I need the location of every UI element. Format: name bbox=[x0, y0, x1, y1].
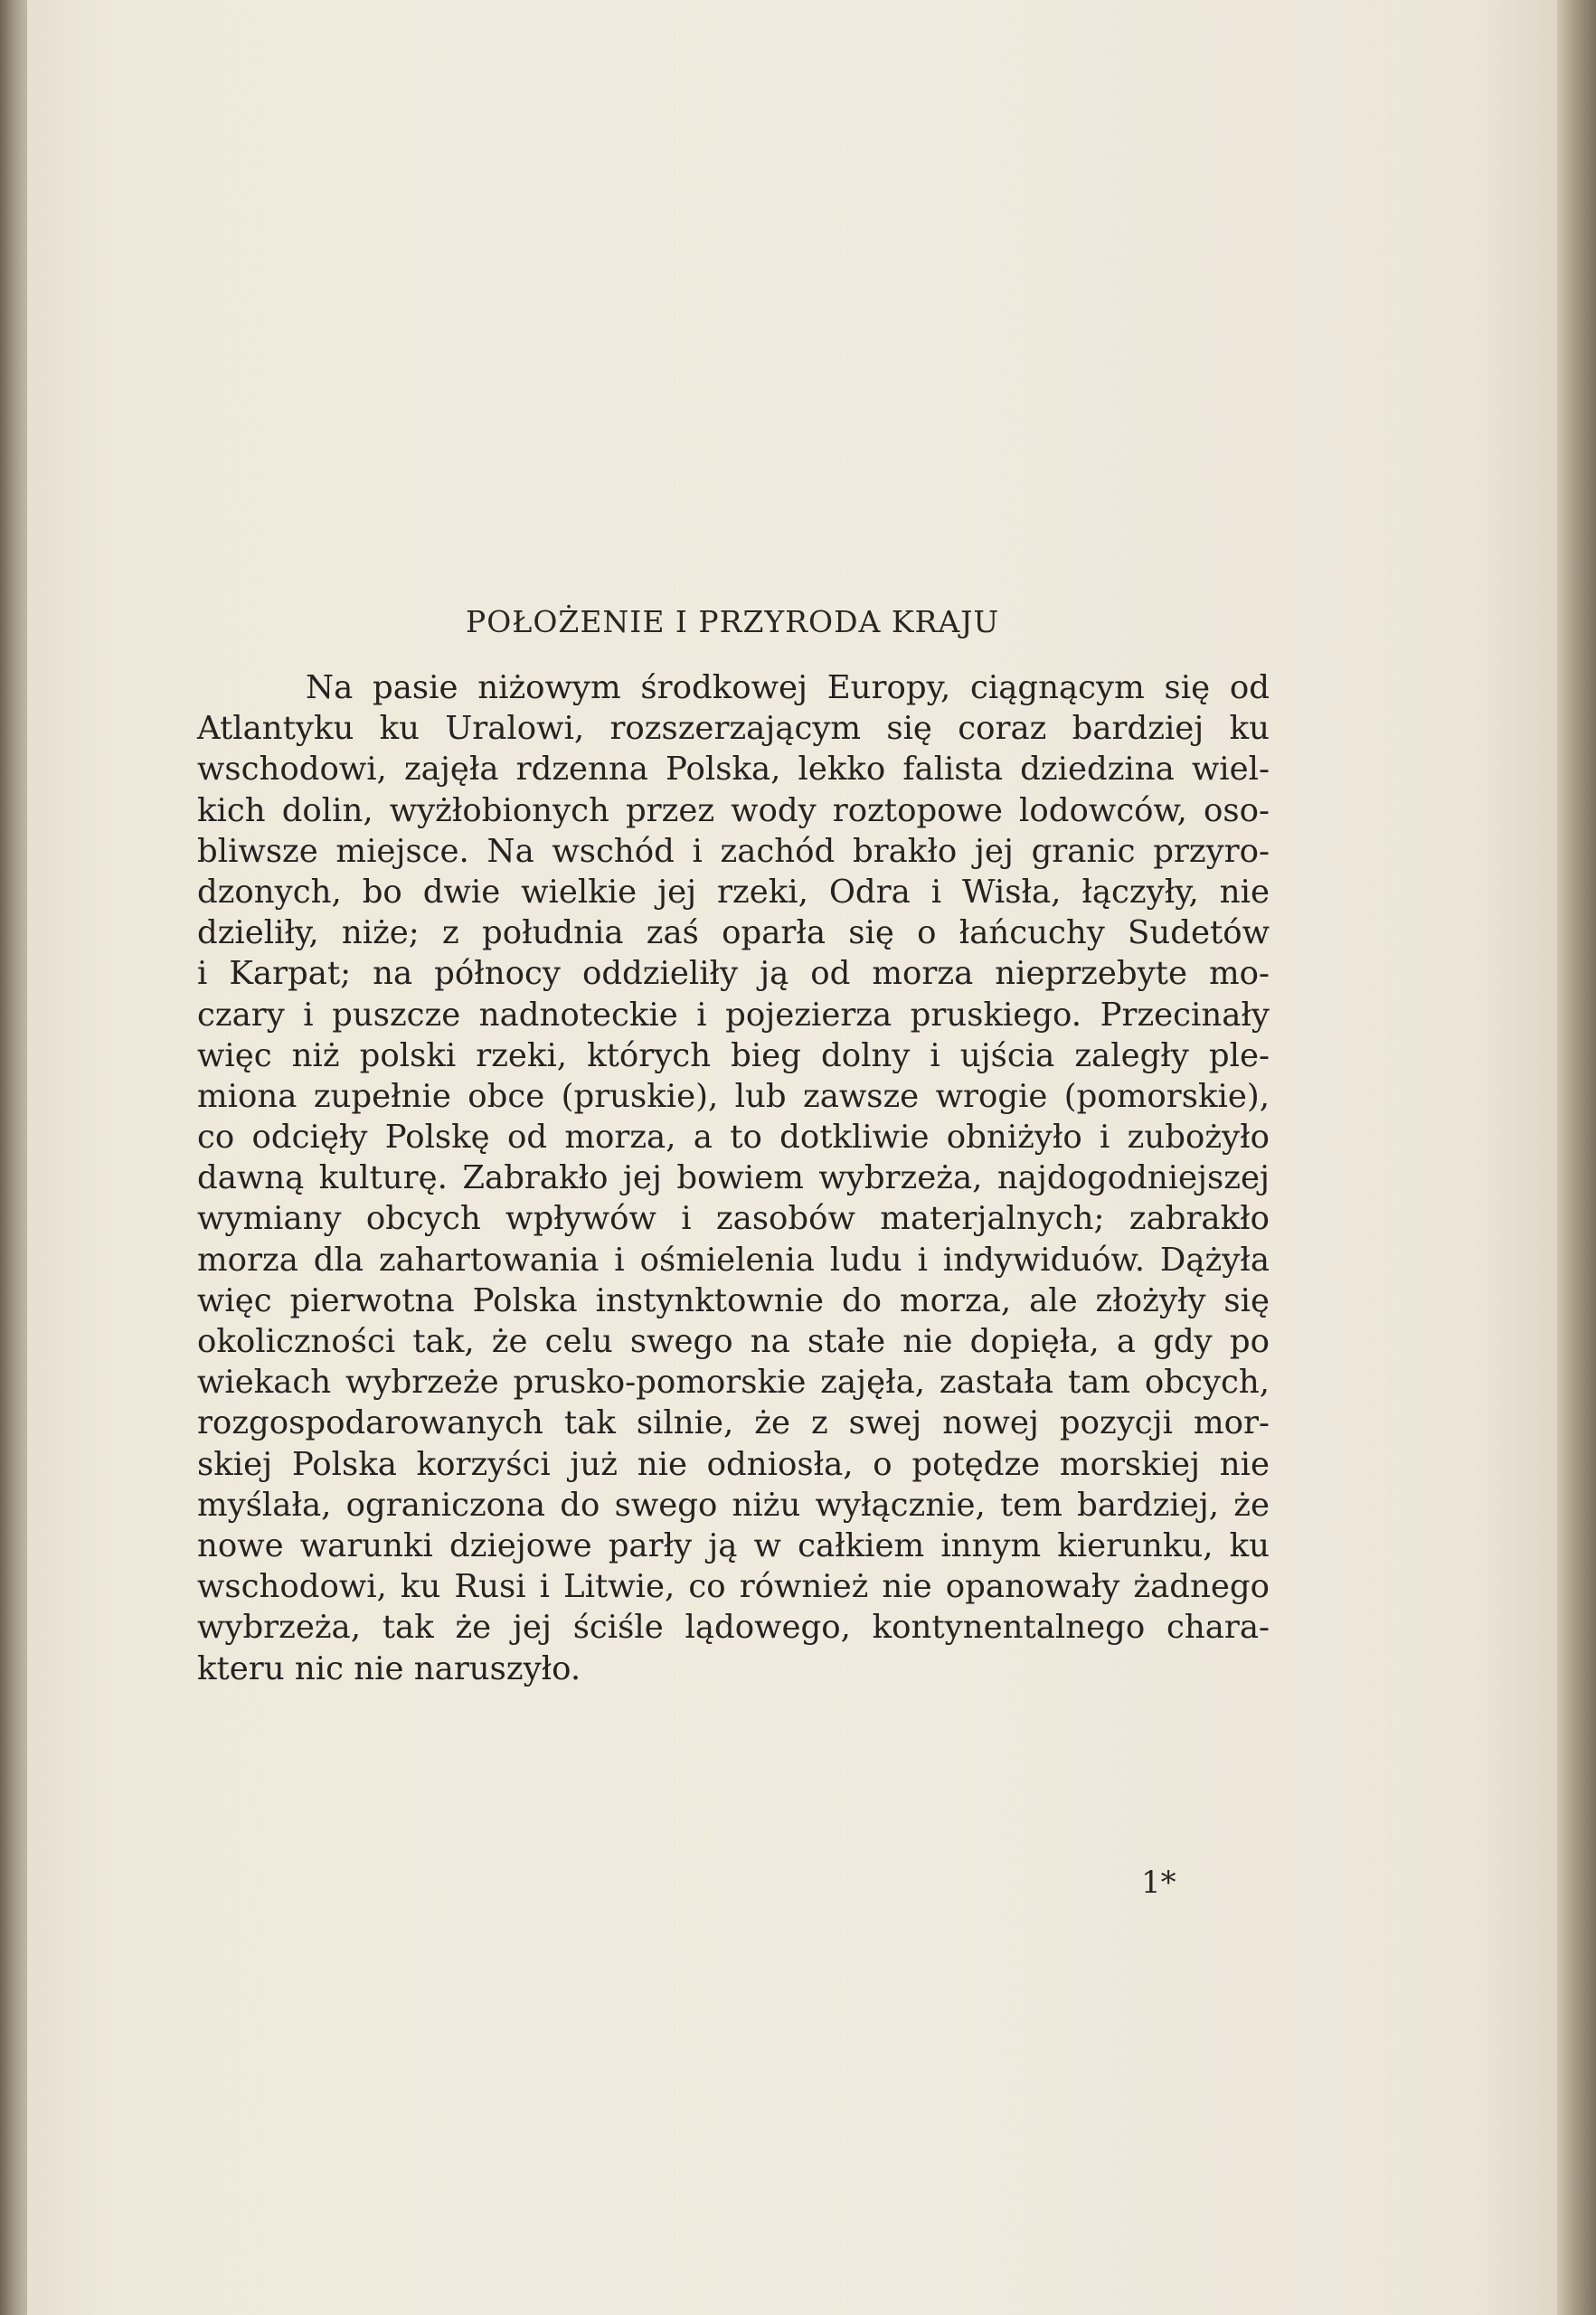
text-line: czary i puszcze nadnoteckie i pojezierza pruskiego. Przecinały bbox=[197, 996, 1270, 1034]
text-line: kteru nic nie naruszyło. bbox=[197, 1649, 581, 1687]
text-line: rozgospodarowanych tak silnie, że z swej nowej pozycji mor- bbox=[197, 1404, 1270, 1442]
page-edge bbox=[1557, 0, 1596, 2315]
text-line: i Karpat; na północy oddzieliły ją od morza nieprzebyte mo- bbox=[197, 955, 1270, 993]
text-line: wiekach wybrzeże prusko-pomorskie zajęła, zastała tam obcych, bbox=[197, 1364, 1270, 1402]
text-line: myślała, ograniczona do swego niżu wyłącznie, tem bardziej, że bbox=[197, 1486, 1270, 1524]
text-line: co odcięły Polskę od morza, a to dotkliwie obniżyło i zubożyło bbox=[197, 1119, 1270, 1157]
text-line: skiej Polska korzyści już nie odniosła, o potędze morskiej nie bbox=[197, 1445, 1270, 1483]
text-line: więc niż polski rzeki, których bieg dolny i ujścia zaległy ple- bbox=[197, 1036, 1270, 1074]
body-paragraph bbox=[197, 667, 1270, 1689]
text-line: więc pierwotna Polska instynktownie do morza, ale złożyły się bbox=[197, 1281, 1270, 1319]
text-line: bliwsze miejsce. Na wschód i zachód brakło jej granic przyro- bbox=[197, 832, 1270, 870]
text-line: miona zupełnie obce (pruskie), lub zawsze wrogie (pomorskie), bbox=[197, 1077, 1270, 1115]
page-number: 1* bbox=[1141, 1865, 1176, 1901]
text-line: kich dolin, wyżłobionych przez wody roztopowe lodowców, oso- bbox=[197, 791, 1270, 829]
text-line: Na pasie niżowym środkowej Europy, ciągnącym się od bbox=[306, 669, 1270, 706]
text-line: wschodowi, zajęła rdzenna Polska, lekko falista dziedzina wiel- bbox=[197, 751, 1270, 789]
text-line: dawną kulturę. Zabrakło jej bowiem wybrzeża, najdogodniejszej bbox=[197, 1159, 1270, 1197]
text-line: dzieliły, niże; z południa zaś oparła się o łańcuchy Sudetów bbox=[197, 914, 1270, 952]
text-line: Atlantyku ku Uralowi, rozszerzającym się coraz bardziej ku bbox=[197, 710, 1270, 748]
text-line: wschodowi, ku Rusi i Litwie, co również nie opanowały żadnego bbox=[197, 1568, 1270, 1606]
chapter-heading: POŁOŻENIE I PRZYRODA KRAJU bbox=[466, 604, 1000, 639]
text-line: wymiany obcych wpływów i zasobów materjalnych; zabrakło bbox=[197, 1200, 1270, 1238]
text-line: wybrzeża, tak że jej ściśle lądowego, kontynentalnego chara- bbox=[197, 1609, 1270, 1647]
text-line: dzonych, bo dwie wielkie jej rzeki, Odra i Wisła, łączyły, nie bbox=[197, 873, 1270, 911]
text-line: morza dla zahartowania i ośmielenia ludu i indywiduów. Dążyła bbox=[197, 1241, 1270, 1279]
text-line: okoliczności tak, że celu swego na stałe nie dopięła, a gdy po bbox=[197, 1323, 1270, 1360]
text-line: nowe warunki dziejowe parły ją w całkiem innym kierunku, ku bbox=[197, 1526, 1270, 1564]
